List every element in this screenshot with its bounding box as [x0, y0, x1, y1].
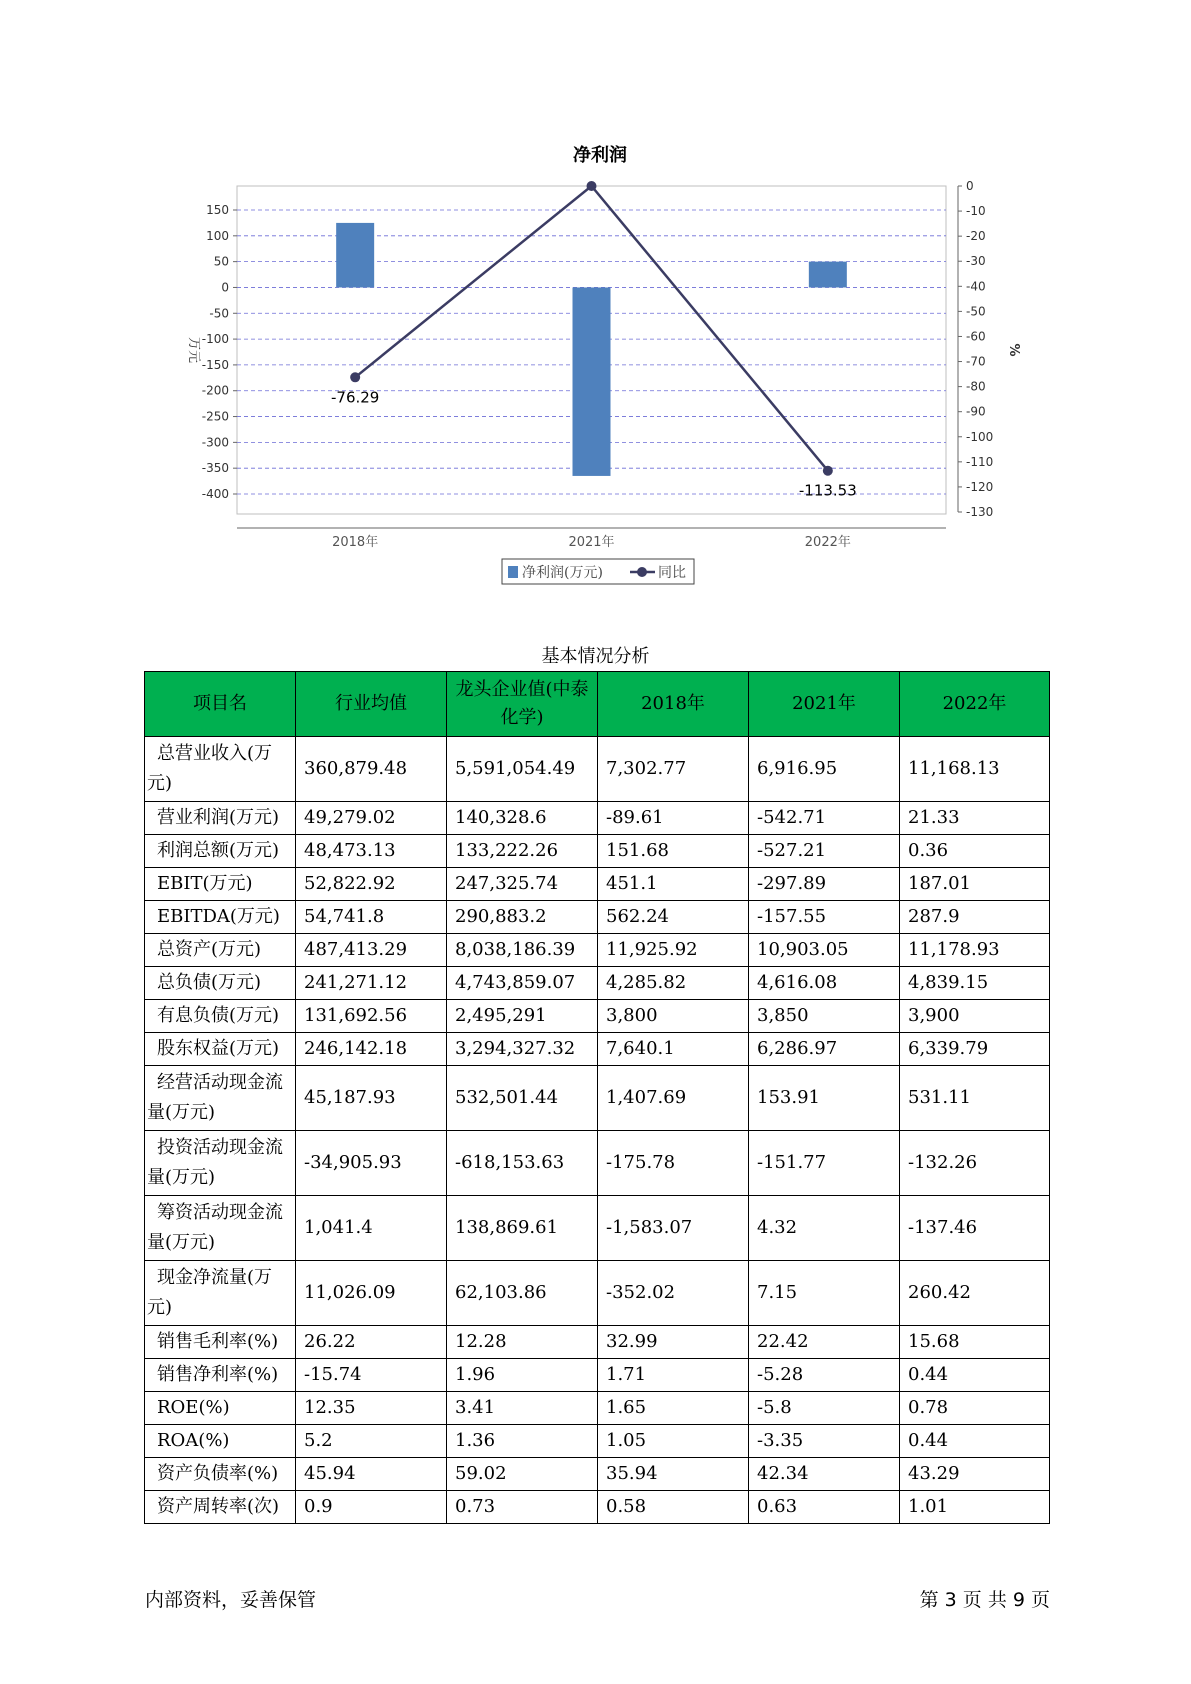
bar	[573, 287, 611, 475]
value-cell: 32.99	[598, 1326, 749, 1359]
x-tick-label: 2022年	[804, 535, 851, 550]
yoy-point	[823, 466, 833, 476]
y2-tick-label: -40	[966, 279, 986, 294]
value-cell: -34,905.93	[296, 1131, 447, 1196]
row-label-cell: 经营活动现金流量(万元)	[145, 1066, 296, 1131]
value-cell: 12.35	[296, 1392, 447, 1425]
x-tick-label: 2021年	[568, 535, 615, 550]
value-cell: 0.9	[296, 1491, 447, 1524]
value-cell: -297.89	[749, 868, 900, 901]
value-cell: 4,743,859.07	[447, 967, 598, 1000]
value-cell: 0.36	[900, 835, 1050, 868]
y-tick-label: -300	[201, 435, 229, 450]
value-cell: 532,501.44	[447, 1066, 598, 1131]
value-cell: 21.33	[900, 802, 1050, 835]
y-tick-label: 50	[213, 254, 229, 269]
row-label-cell: EBITDA(万元)	[145, 901, 296, 934]
value-cell: -89.61	[598, 802, 749, 835]
basic-analysis-table	[144, 671, 1050, 1524]
yoy-point	[587, 181, 597, 191]
value-cell: 1.05	[598, 1425, 749, 1458]
value-cell: -5.28	[749, 1359, 900, 1392]
y2-tick-label: -90	[966, 404, 986, 419]
value-cell: 5.2	[296, 1425, 447, 1458]
value-cell: 62,103.86	[447, 1261, 598, 1326]
value-cell: 187.01	[900, 868, 1050, 901]
value-cell: -151.77	[749, 1131, 900, 1196]
value-cell: 6,916.95	[749, 737, 900, 802]
value-cell: 8,038,186.39	[447, 934, 598, 967]
footer-confidential: 内部资料，妥善保管	[145, 1589, 317, 1611]
table-row	[145, 901, 1050, 934]
y2-tick-label: -110	[966, 454, 994, 469]
table-row	[145, 737, 1050, 802]
row-label-cell: 销售毛利率(%)	[145, 1326, 296, 1359]
value-cell: 151.68	[598, 835, 749, 868]
value-cell: 487,413.29	[296, 934, 447, 967]
row-label-cell: 筹资活动现金流量(万元)	[145, 1196, 296, 1261]
value-cell: -5.8	[749, 1392, 900, 1425]
value-cell: 45.94	[296, 1458, 447, 1491]
value-cell: 15.68	[900, 1326, 1050, 1359]
footer-page-number: 第 3 页 共 9 页	[919, 1589, 1050, 1611]
y-tick-label: -150	[201, 357, 229, 372]
value-cell: 3,800	[598, 1000, 749, 1033]
row-label-cell: ROE(%)	[145, 1392, 296, 1425]
value-cell: 59.02	[447, 1458, 598, 1491]
y2-tick-label: -80	[966, 379, 986, 394]
table-row	[145, 1196, 1050, 1261]
value-cell: 22.42	[749, 1326, 900, 1359]
value-cell: 246,142.18	[296, 1033, 447, 1066]
value-cell: 287.9	[900, 901, 1050, 934]
value-cell: 42.34	[749, 1458, 900, 1491]
value-cell: 140,328.6	[447, 802, 598, 835]
header-cell: 项目名	[145, 672, 296, 737]
value-cell: 7,302.77	[598, 737, 749, 802]
value-cell: 52,822.92	[296, 868, 447, 901]
value-cell: 131,692.56	[296, 1000, 447, 1033]
legend-line-label: 同比	[658, 565, 686, 581]
value-cell: 26.22	[296, 1326, 447, 1359]
table-row	[145, 1033, 1050, 1066]
value-cell: 1.65	[598, 1392, 749, 1425]
row-label-cell: 营业利润(万元)	[145, 802, 296, 835]
y2-tick-label: -10	[966, 204, 986, 219]
table-row	[145, 868, 1050, 901]
table-row	[145, 1066, 1050, 1131]
table-row	[145, 1392, 1050, 1425]
table-row	[145, 967, 1050, 1000]
y2-tick-label: -100	[966, 429, 994, 444]
value-cell: 0.63	[749, 1491, 900, 1524]
table-row	[145, 1359, 1050, 1392]
value-cell: 11,026.09	[296, 1261, 447, 1326]
value-cell: 10,903.05	[749, 934, 900, 967]
y-axis-label: 万元	[186, 336, 201, 364]
table-row	[145, 1000, 1050, 1033]
table-row	[145, 1425, 1050, 1458]
table-header-row	[145, 672, 1050, 737]
chart-title: 净利润	[573, 145, 627, 166]
row-label-cell: ROA(%)	[145, 1425, 296, 1458]
value-cell: 4,285.82	[598, 967, 749, 1000]
value-cell: -542.71	[749, 802, 900, 835]
row-label-cell: 利润总额(万元)	[145, 835, 296, 868]
value-cell: 3.41	[447, 1392, 598, 1425]
value-cell: -352.02	[598, 1261, 749, 1326]
value-cell: -1,583.07	[598, 1196, 749, 1261]
y-tick-label: 150	[206, 203, 229, 217]
value-cell: 260.42	[900, 1261, 1050, 1326]
value-cell: 6,286.97	[749, 1033, 900, 1066]
legend-line-marker	[637, 567, 647, 577]
value-cell: 451.1	[598, 868, 749, 901]
value-cell: 0.58	[598, 1491, 749, 1524]
y2-tick-label: 0	[966, 179, 974, 193]
value-cell: 133,222.26	[447, 835, 598, 868]
table-row	[145, 1326, 1050, 1359]
value-cell: 3,294,327.32	[447, 1033, 598, 1066]
value-cell: -618,153.63	[447, 1131, 598, 1196]
yoy-data-label: -113.53	[798, 481, 857, 500]
value-cell: 4,839.15	[900, 967, 1050, 1000]
row-label-cell: 股东权益(万元)	[145, 1033, 296, 1066]
value-cell: 0.44	[900, 1425, 1050, 1458]
table-row	[145, 1261, 1050, 1326]
y2-tick-label: -20	[966, 229, 986, 244]
row-label-cell: 现金净流量(万元)	[145, 1261, 296, 1326]
value-cell: 12.28	[447, 1326, 598, 1359]
value-cell: 0.44	[900, 1359, 1050, 1392]
y-tick-label: -400	[201, 487, 229, 501]
y-tick-label: -200	[201, 383, 229, 398]
value-cell: 7.15	[749, 1261, 900, 1326]
value-cell: 241,271.12	[296, 967, 447, 1000]
row-label-cell: 总负债(万元)	[145, 967, 296, 1000]
y2-tick-label: -30	[966, 254, 986, 269]
value-cell: 3,900	[900, 1000, 1050, 1033]
value-cell: 360,879.48	[296, 737, 447, 802]
table-row	[145, 835, 1050, 868]
header-cell: 龙头企业值(中泰化学)	[447, 672, 598, 737]
value-cell: 11,178.93	[900, 934, 1050, 967]
value-cell: 0.78	[900, 1392, 1050, 1425]
bar	[809, 262, 847, 288]
table-title: 基本情况分析	[541, 646, 650, 667]
value-cell: 4.32	[749, 1196, 900, 1261]
y-tick-label: -250	[201, 409, 229, 424]
value-cell: 45,187.93	[296, 1066, 447, 1131]
value-cell: 1.01	[900, 1491, 1050, 1524]
row-label-cell: 总资产(万元)	[145, 934, 296, 967]
value-cell: -137.46	[900, 1196, 1050, 1261]
row-label-cell: EBIT(万元)	[145, 868, 296, 901]
y2-tick-label: -70	[966, 354, 986, 369]
y2-tick-label: -120	[966, 479, 994, 494]
value-cell: 0.73	[447, 1491, 598, 1524]
value-cell: 138,869.61	[447, 1196, 598, 1261]
legend-bar-swatch	[508, 566, 518, 578]
row-label-cell: 总营业收入(万元)	[145, 737, 296, 802]
row-label-cell: 投资活动现金流量(万元)	[145, 1131, 296, 1196]
value-cell: -15.74	[296, 1359, 447, 1392]
row-label-cell: 有息负债(万元)	[145, 1000, 296, 1033]
value-cell: 1.96	[447, 1359, 598, 1392]
value-cell: 5,591,054.49	[447, 737, 598, 802]
net-profit-chart	[0, 0, 1191, 600]
header-cell: 2018年	[598, 672, 749, 737]
value-cell: 247,325.74	[447, 868, 598, 901]
value-cell: 43.29	[900, 1458, 1050, 1491]
value-cell: 49,279.02	[296, 802, 447, 835]
header-cell: 2022年	[900, 672, 1050, 737]
value-cell: 1,407.69	[598, 1066, 749, 1131]
yoy-data-label: -76.29	[330, 388, 380, 407]
y-tick-label: -350	[201, 461, 229, 476]
value-cell: 1.71	[598, 1359, 749, 1392]
table-row	[145, 934, 1050, 967]
value-cell: 290,883.2	[447, 901, 598, 934]
value-cell: -3.35	[749, 1425, 900, 1458]
value-cell: 11,168.13	[900, 737, 1050, 802]
value-cell: 1.36	[447, 1425, 598, 1458]
y-tick-label: -100	[201, 332, 229, 347]
table-row	[145, 1458, 1050, 1491]
y2-tick-label: -50	[966, 304, 986, 319]
table-row	[145, 1131, 1050, 1196]
value-cell: 1,041.4	[296, 1196, 447, 1261]
row-label-cell: 销售净利率(%)	[145, 1359, 296, 1392]
y2-tick-label: -130	[966, 505, 994, 519]
header-cell: 2021年	[749, 672, 900, 737]
value-cell: 4,616.08	[749, 967, 900, 1000]
row-label-cell: 资产周转率(次)	[145, 1491, 296, 1524]
y2-tick-label: -60	[966, 329, 986, 344]
value-cell: 153.91	[749, 1066, 900, 1131]
bar	[336, 223, 374, 288]
yoy-point	[350, 372, 360, 382]
value-cell: -132.26	[900, 1131, 1050, 1196]
value-cell: -157.55	[749, 901, 900, 934]
value-cell: 6,339.79	[900, 1033, 1050, 1066]
value-cell: -527.21	[749, 835, 900, 868]
y2-axis-label: %	[1006, 343, 1021, 357]
table-row	[145, 802, 1050, 835]
table-row	[145, 1491, 1050, 1524]
legend-bar-label: 净利润(万元)	[522, 565, 603, 581]
y-tick-label: 0	[221, 280, 229, 295]
value-cell: 2,495,291	[447, 1000, 598, 1033]
value-cell: 54,741.8	[296, 901, 447, 934]
value-cell: 11,925.92	[598, 934, 749, 967]
chart-svg	[0, 0, 1191, 600]
y-tick-label: -50	[209, 306, 229, 321]
value-cell: -175.78	[598, 1131, 749, 1196]
x-tick-label: 2018年	[332, 535, 379, 550]
header-cell: 行业均值	[296, 672, 447, 737]
value-cell: 3,850	[749, 1000, 900, 1033]
value-cell: 531.11	[900, 1066, 1050, 1131]
value-cell: 7,640.1	[598, 1033, 749, 1066]
row-label-cell: 资产负债率(%)	[145, 1458, 296, 1491]
value-cell: 48,473.13	[296, 835, 447, 868]
y-tick-label: 100	[206, 228, 229, 243]
value-cell: 35.94	[598, 1458, 749, 1491]
value-cell: 562.24	[598, 901, 749, 934]
